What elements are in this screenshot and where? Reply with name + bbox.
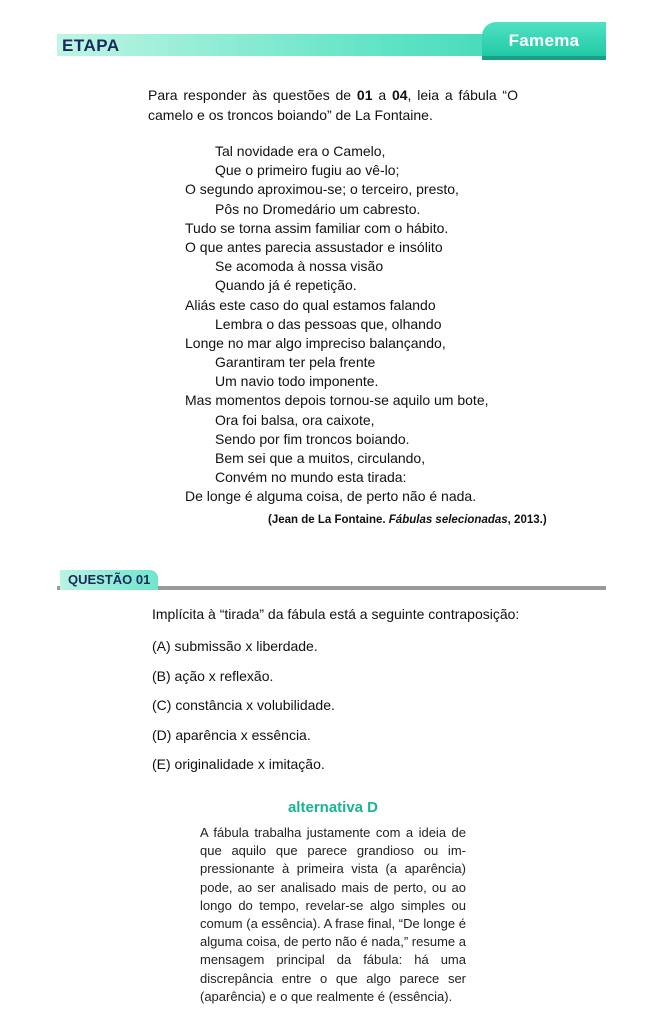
page-header — [57, 22, 606, 58]
poem-line: Lembra o das pessoas que, olhando — [215, 315, 442, 332]
answer-title: alternativa D — [287, 799, 379, 816]
option-a: (A) submissão x liberdade. — [152, 638, 318, 654]
intro-text-3: , leia a fábula “O camelo e os troncos boiando” de La Fontaine. — [148, 87, 518, 123]
option-d: (D) aparência x essência. — [152, 726, 311, 743]
option-c: (C) constância x volubilidade. — [152, 697, 335, 713]
poem-line: Pôs no Dromedário um cabresto. — [215, 200, 421, 217]
question-badge — [60, 570, 158, 590]
brand-logo: ETAPA — [62, 36, 120, 55]
citation-title: Fábulas selecionadas — [388, 514, 508, 526]
poem-line: Garantiram ter pela frente — [215, 354, 376, 371]
citation — [268, 514, 547, 526]
poem-line: Mas momentos depois tornou-se aquilo um bote, — [185, 392, 489, 409]
poem-line: Convém no mundo esta tirada: — [215, 469, 407, 486]
citation-year: , 2013.) — [507, 514, 547, 526]
intro-number-2: 04 — [391, 87, 408, 103]
poem-line: Quando já é repetição. — [215, 277, 357, 294]
poem-line: Tudo se torna assim familiar com o hábito. — [185, 219, 449, 236]
answer-explanation: A fábula trabalha justamente com a ideia de que aquilo que parece grandioso ou impressionante à primeira vista (a aparência) pode, ao ser analisado mais de perto, ou ao longo do tempo, revelar-se algo simples ou comum (a essência). A frase final, “De longe é alguma coisa, de perto não é nada,” resume a mensagem principal da fábula: há uma discrepância entre o que algo parece ser (aparência) e o que realmente é (essência). — [200, 825, 466, 1004]
poem-line: De longe é alguma coisa, de perto não é nada. — [185, 488, 477, 505]
poem-line: Se acomoda à nossa visão — [215, 258, 384, 275]
poem-line: Tal novidade era o Camelo, — [215, 143, 386, 159]
poem-line: Longe no mar algo impreciso balançando, — [185, 334, 446, 351]
poem-line: Um navio todo imponente. — [215, 373, 379, 390]
intro-text-1: Para responder às questões de — [148, 87, 357, 103]
poem-line: Bem sei que a muitos, circulando, — [215, 450, 426, 466]
tab-shadow — [482, 56, 606, 60]
exam-tab — [482, 22, 606, 56]
poem-line: O que antes parecia assustador e insólito — [185, 238, 443, 255]
intro-text-2: a — [372, 87, 392, 103]
fable-poem — [185, 142, 525, 507]
intro-number-1: 01 — [356, 87, 373, 103]
option-b: (B) ação x reflexão. — [152, 667, 274, 684]
question-stem: Implícita à “tirada” da fábula está a seguinte contraposição: — [152, 606, 520, 622]
intro-paragraph — [148, 85, 518, 125]
question-label: QUESTÃO 01 — [68, 572, 151, 587]
exam-tab-label: Famema — [508, 31, 580, 50]
poem-line: Sendo por fim troncos boiando. — [215, 430, 410, 447]
question-header — [57, 568, 606, 594]
poem-line: Que o primeiro fugiu ao vê-lo; — [215, 162, 400, 179]
poem-line: O segundo aproximou-se; o terceiro, presto, — [185, 181, 459, 198]
answer-options — [152, 636, 335, 784]
poem-line: Aliás este caso do qual estamos falando — [185, 296, 436, 313]
citation-author: (Jean de La Fontaine. — [268, 514, 389, 526]
option-e: (E) originalidade x imitação. — [152, 756, 325, 772]
poem-line: Ora foi balsa, ora caixote, — [215, 411, 375, 428]
